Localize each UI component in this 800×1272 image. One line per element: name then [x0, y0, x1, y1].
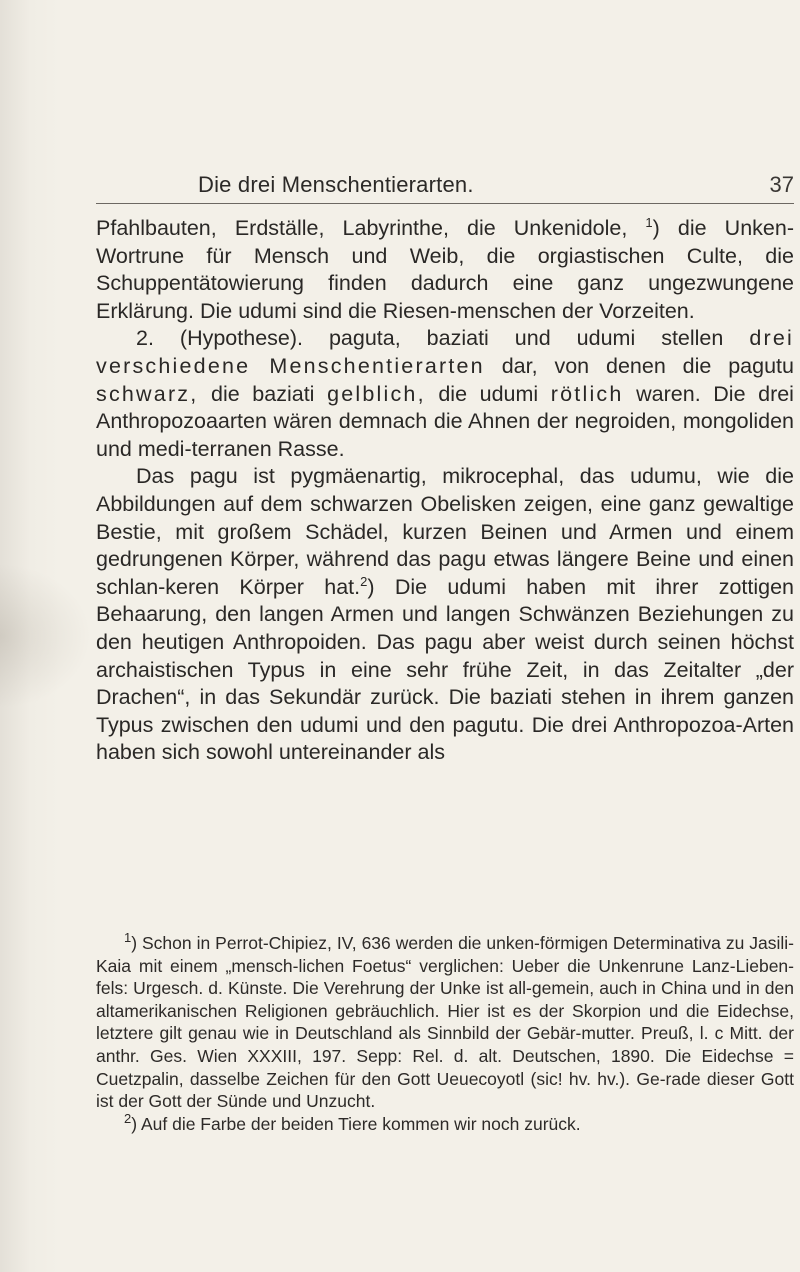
footnote-1: $^1$) Schon in Perrot-Chipiez, IV, 636 werden die unken-förmigen Determinativa zu Jasili-Kaia mit einem „mensch-lichen Foetus“ verglichen: Ueber die Unkenrune Lanz-Lieben-fels: Urgesch. d. Künste. Die Verehrung der Unke ist all-gemein, auch in China und in den altamerikanischen Religionen gebräuchlich. Hier ist es der Skorpion und die Eidechse, letztere gilt genau wie in Deutschland als Sinnbild der Gebär-mutter. Preuß, l. c Mitt. der anthr. Ges. Wien XXXIII, 197. Sepp: Rel. d. alt. Deutschen, 1890. Die Eidechse = Cuetzpalin, dasselbe Zeichen für den Gott Ueuecoyotl (sic! hv. hv.). Ge-rade dieser Gott ist der Gott der Sünde und Unzucht.	[96, 930, 794, 1112]
footnote-ref-1: 1	[645, 214, 653, 230]
emphasis-spaced: schwarz,	[96, 381, 199, 406]
paragraph-2: 2. (Hypothese). paguta, baziati und udumi stellen drei verschiedene Menschentierarten dar, von denen die pagutu schwarz, die baziati gelblich, die udumi rötlich waren. Die drei Anthropozoaarten wären demnach die Ahnen der negroiden, mongoliden und medi-terranen Rasse.	[96, 326, 794, 461]
footnote-2: $^2$) Auf die Farbe der beiden Tiere kommen wir noch zurück.	[124, 1110, 581, 1134]
page-number: 37	[769, 172, 794, 197]
footnotes	[96, 932, 794, 1135]
body-text	[96, 215, 794, 767]
footnote-mark-2: 2	[124, 1110, 132, 1126]
emphasis-spaced: drei verschiedene Menschentierarten	[96, 326, 794, 378]
header-rule	[96, 203, 794, 204]
running-title: Die drei Menschentierarten.	[198, 172, 474, 197]
emphasis-spaced: gelblich,	[327, 381, 426, 406]
paragraph-1: Pfahlbauten, Erdställe, Labyrinthe, die Unkenidole, $^1$) die Unken-Wortrune für Mensch und Weib, die orgiastischen Culte, die Schuppentätowierung finden dadurch eine ganz ungezwungene Erklärung. Die udumi sind die Riesen-menschen der Vorzeiten.	[96, 214, 794, 323]
footnote-mark-1: 1	[124, 930, 132, 946]
paragraph-3: Das pagu ist pygmäenartig, mikrocephal, das udumu, wie die Abbildungen auf dem schwarzen Obelisken zeigen, eine ganz gewaltige Bestie, mit großem Schädel, kurzen Beinen und Armen und einem gedrungenen Körper, während das pagu etwas längere Beine und einen schlan-keren Körper hat.$^2$) Die udumi haben mit ihrer zottigen Behaarung, den langen Armen und langen Schwänzen Beziehungen zu den heutigen Anthropoiden. Das pagu aber weist durch seinen höchst archaistischen Typus in eine sehr frühe Zeit, in das Zeitalter „der Drachen“, in das Sekundär zurück. Die baziati stehen in ihrem ganzen Typus zwischen den udumi und den pagutu. Die drei Anthropozoa-Arten haben sich sowohl untereinander als	[96, 464, 794, 765]
footnote-ref-2: 2	[360, 573, 368, 589]
emphasis-spaced: rötlich	[550, 381, 624, 406]
running-head	[96, 172, 794, 204]
